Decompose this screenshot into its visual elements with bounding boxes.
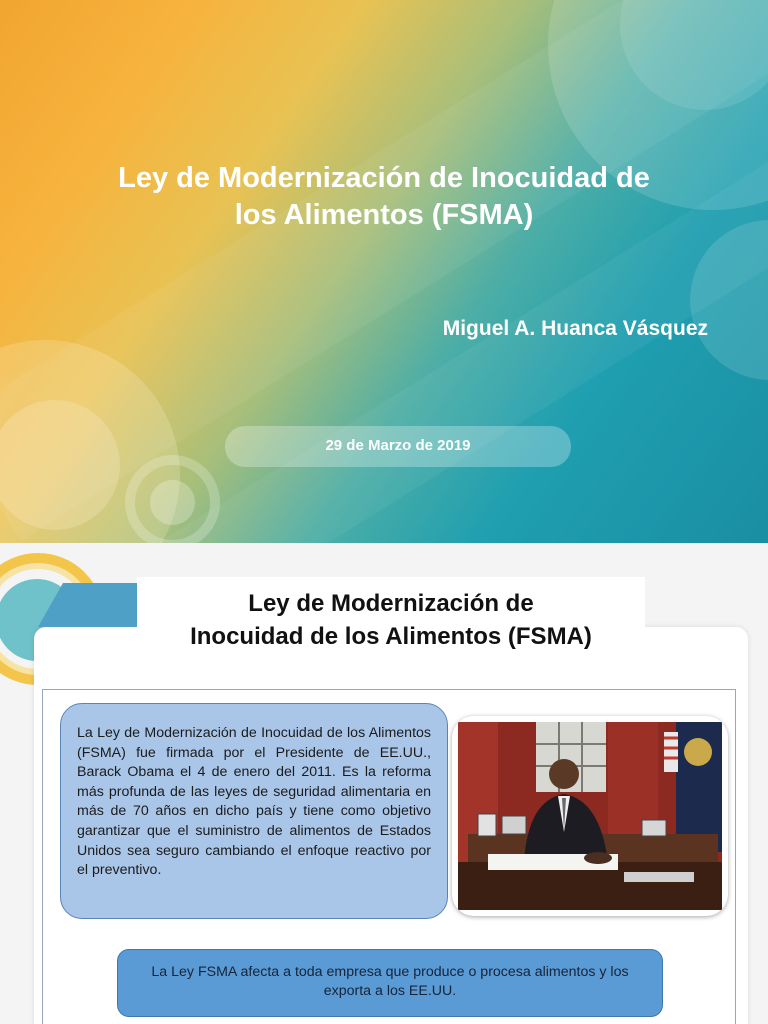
slide-title: [137, 587, 645, 653]
deco-circle-bottom: [125, 455, 220, 543]
deco-circle-left-small: [0, 400, 120, 530]
title-accent-tab: [38, 583, 138, 627]
description-box: [60, 703, 448, 919]
deco-circle-right: [690, 220, 768, 380]
deco-circle-top-right-inner: [620, 0, 768, 110]
deco-diagonal-band-2: [0, 89, 768, 543]
signing-photo: [458, 722, 722, 910]
footer-note-box: [117, 949, 663, 1017]
slide-title-line2: Inocuidad de los Alimentos (FSMA): [190, 623, 592, 650]
description-text: La Ley de Modernización de Inocuidad de los Alimentos (FSMA) fue firmada por el Presidente de EE.UU., Barack Obama el 4 de enero del 2011. Es la reforma más profunda de las leyes de seguridad alimentaria en más de 70 años en dicho país y tiene como objetivo garantizar que el suministro de alimentos de Estados Unidos sea seguro cambiando el enfoque reactivo por el preventivo.: [77, 725, 431, 879]
date-pill: [225, 426, 571, 467]
content-slide: [0, 543, 768, 1024]
presentation-title-line2: los Alimentos (FSMA): [234, 199, 534, 231]
deco-circle-left-large: [0, 340, 180, 543]
presentation-title: [60, 160, 708, 234]
photo-frame: [452, 716, 728, 916]
presentation-title-line1: Ley de Modernización de Inocuidad de: [118, 162, 650, 194]
author-name: Miguel A. Huanca Vásquez: [442, 317, 708, 340]
footer-note-text: La Ley FSMA afecta a toda empresa que produce o procesa alimentos y los exporta a los EE.UU.: [151, 964, 629, 999]
deco-circle-bottom-inner: [150, 480, 195, 525]
slide-title-line1: Ley de Modernización de: [248, 590, 534, 617]
presentation-date: 29 de Marzo de 2019: [325, 437, 471, 454]
slide-title-box: [137, 577, 645, 661]
person-head: [549, 759, 579, 789]
